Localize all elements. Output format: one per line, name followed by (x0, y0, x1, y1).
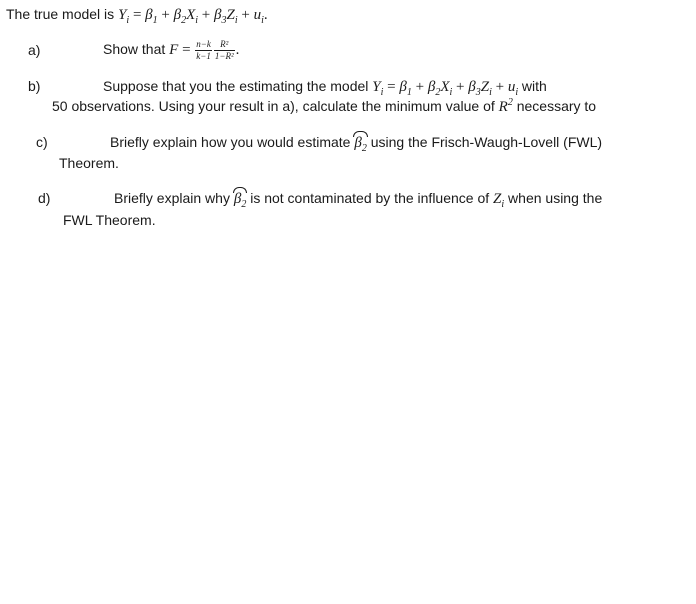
part-b-text-1: Suppose that you the estimating the model (103, 78, 369, 94)
estimated-model-equation: $Y_i = \beta_1 + \beta_2X_i + \beta_3Z_i + u_i$ (372, 79, 519, 98)
part-b-line-1 (103, 77, 547, 96)
true-model-equation: $Y_i = \beta_1 + \beta_2X_i + \beta_3Z_i + u_i$. (118, 7, 268, 26)
part-c-label: c) (36, 134, 48, 150)
part-b-label: b) (28, 78, 41, 94)
part-a-label: a) (28, 42, 41, 58)
intro-line (6, 5, 268, 24)
part-c-text-2: using the Frisch-Waugh-Lovell (FWL) (370, 134, 603, 150)
f-statistic-formula: F = $\frac{n-k}{k-1}$ $\frac{\text{R²}}{\text{1−R²}}$ . (169, 39, 240, 62)
part-a-line (103, 38, 239, 62)
part-d-text-3: when using the (508, 190, 603, 206)
part-d-text-2: is not contaminated by the influence of (250, 190, 490, 206)
z-i-symbol: $Z_i$ (493, 191, 505, 210)
part-d-line-2: FWL Theorem. (63, 212, 156, 228)
part-c-line-2: Theorem. (59, 155, 119, 171)
part-d-line-1 (114, 189, 602, 208)
part-a-text: Show that (103, 41, 166, 57)
part-d-text-1: Briefly explain why (114, 190, 230, 206)
r-squared-symbol: $R^2$ (498, 97, 513, 115)
part-b-with: with (521, 78, 547, 94)
fraction-n-k: $\frac{n-k}{k-1}$ (196, 39, 211, 62)
part-b-text-2: 50 observations. Using your result in a), calculate the minimum value of (52, 98, 495, 114)
fraction-r-squared: $\frac{\text{R²}}{\text{1−R²}}$ (214, 39, 234, 62)
part-c-text-1: Briefly explain how you would estimate (110, 134, 351, 150)
beta-2-hat-symbol: $\beta_2$ (233, 191, 247, 210)
part-b-text-3: necessary to (516, 98, 597, 114)
part-c-line-1 (110, 133, 602, 152)
part-b-line-2 (52, 97, 596, 116)
part-d-label: d) (38, 190, 51, 206)
beta-2-hat-symbol: $\beta_2$ (354, 135, 367, 154)
intro-text: The true model is (6, 6, 115, 22)
